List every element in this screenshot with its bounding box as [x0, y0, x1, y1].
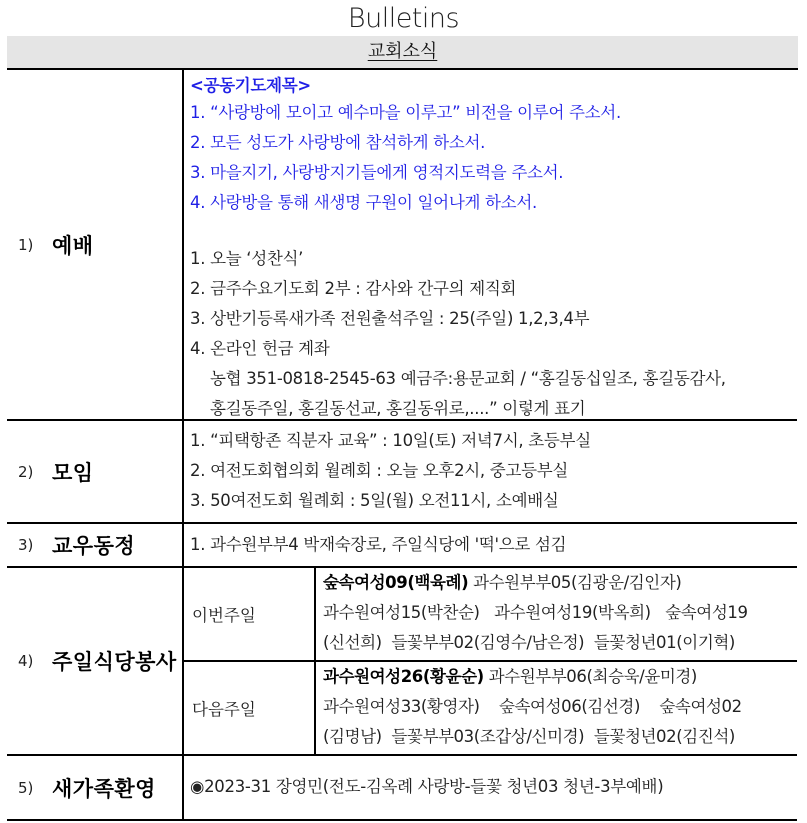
server-lead-line	[323, 662, 742, 692]
next-week-label: 다음주일	[192, 700, 256, 719]
meeting-item: 3. 50여전도회 월례회 : 5일(월) 오전11시, 소예배실	[190, 491, 559, 510]
prayer-item: 2. 모든 성도가 사랑방에 참석하게 하소서.	[190, 133, 486, 152]
server-group: 과수원부부05(김광운/김인자)	[468, 573, 682, 592]
section-number: 5)	[18, 778, 34, 797]
section-new-family-label	[7, 756, 182, 819]
this-week-label: 이번주일	[192, 606, 256, 625]
worship-item: 4. 온라인 헌금 계좌	[190, 339, 330, 358]
column-divider	[182, 70, 184, 821]
server-line: 과수원여성33(황영자) 숲속여성06(김선경) 숲속여성02	[323, 697, 742, 716]
section-number: 3)	[18, 536, 34, 554]
section-meetings-content	[190, 426, 591, 516]
section-name: 교우동정	[52, 534, 136, 558]
section-header-band	[7, 36, 798, 70]
section-number: 2)	[18, 462, 34, 481]
page-title: Bulletins	[347, 3, 460, 34]
server-line: (신선희) 들꽃부부02(김영수/남은정) 들꽃청년01(이기혁)	[323, 633, 735, 652]
meeting-item: 2. 여전도회협의회 월례회 : 오늘 오후2시, 중고등부실	[190, 461, 568, 480]
server-group: 과수원부부06(최승욱/윤미경)	[483, 667, 697, 686]
section-worship-content	[190, 74, 726, 424]
account-line: 농협 351-0818-2545-63 예금주:용문교회 / “홍길동십일조, 홍길동감사,	[210, 369, 726, 388]
server-line: (김명남) 들꽃부부03(조갑상/신미경) 들꽃청년02(김진석)	[323, 727, 735, 746]
section-worship-label	[7, 70, 182, 419]
new-family-item: ◉2023-31 장영민(전도-김옥례 사랑방-들꽃 청년03 청년-3부예배)	[190, 777, 664, 796]
member-news-item: 1. 과수원부부4 박재숙장로, 주일식당에 '떡'으로 섬김	[190, 535, 567, 554]
spacer	[190, 218, 726, 244]
section-new-family-content	[190, 772, 663, 802]
section-number: 1)	[18, 235, 34, 254]
prayer-heading: <공동기도제목>	[190, 76, 311, 95]
prayer-item: 1. “사랑방에 모이고 예수마을 이루고” 비전을 이루어 주소서.	[190, 103, 621, 122]
lead-server: 과수원여성26(황윤순)	[323, 667, 484, 686]
account-line: 홍길동주일, 홍길동선교, 홍길동위로,....” 이렇게 표기	[210, 399, 586, 418]
section-name: 새가족환영	[52, 776, 156, 801]
server-lead-line	[323, 568, 748, 598]
section-number: 4)	[18, 652, 34, 670]
server-line: 과수원여성15(박찬순) 과수원여성19(박옥희) 숲속여성19	[323, 603, 748, 622]
row-divider	[7, 819, 797, 821]
meeting-item: 1. “피택항존 직분자 교육” : 10일(토) 저녁7시, 초등부실	[190, 431, 591, 450]
next-week-servers	[323, 662, 742, 752]
section-name: 모임	[52, 460, 94, 485]
prayer-item: 4. 사랑방을 통해 새생명 구원이 일어나게 하소서.	[190, 193, 537, 212]
worship-item: 3. 상반기등록새가족 전원출석주일 : 25(주일) 1,2,3,4부	[190, 309, 590, 328]
section-meal-service-label	[7, 568, 182, 754]
prayer-item: 3. 마을지기, 사랑방지기들에게 영적지도력을 주소서.	[190, 163, 564, 182]
section-meetings-label	[7, 421, 182, 522]
this-week-servers	[323, 568, 748, 658]
worship-item: 2. 금주수요기도회 2부 : 감사와 간구의 제직회	[190, 279, 517, 298]
worship-item: 1. 오늘 ‘성찬식’	[190, 249, 304, 268]
lead-server: 숲속여성09(백육례)	[323, 573, 469, 592]
section-header-title: 교회소식	[367, 41, 438, 62]
section-member-news-content	[190, 530, 566, 560]
section-member-news-label	[7, 524, 182, 566]
section-name: 예배	[52, 233, 94, 258]
section-name: 주일식당봉사	[52, 650, 177, 674]
